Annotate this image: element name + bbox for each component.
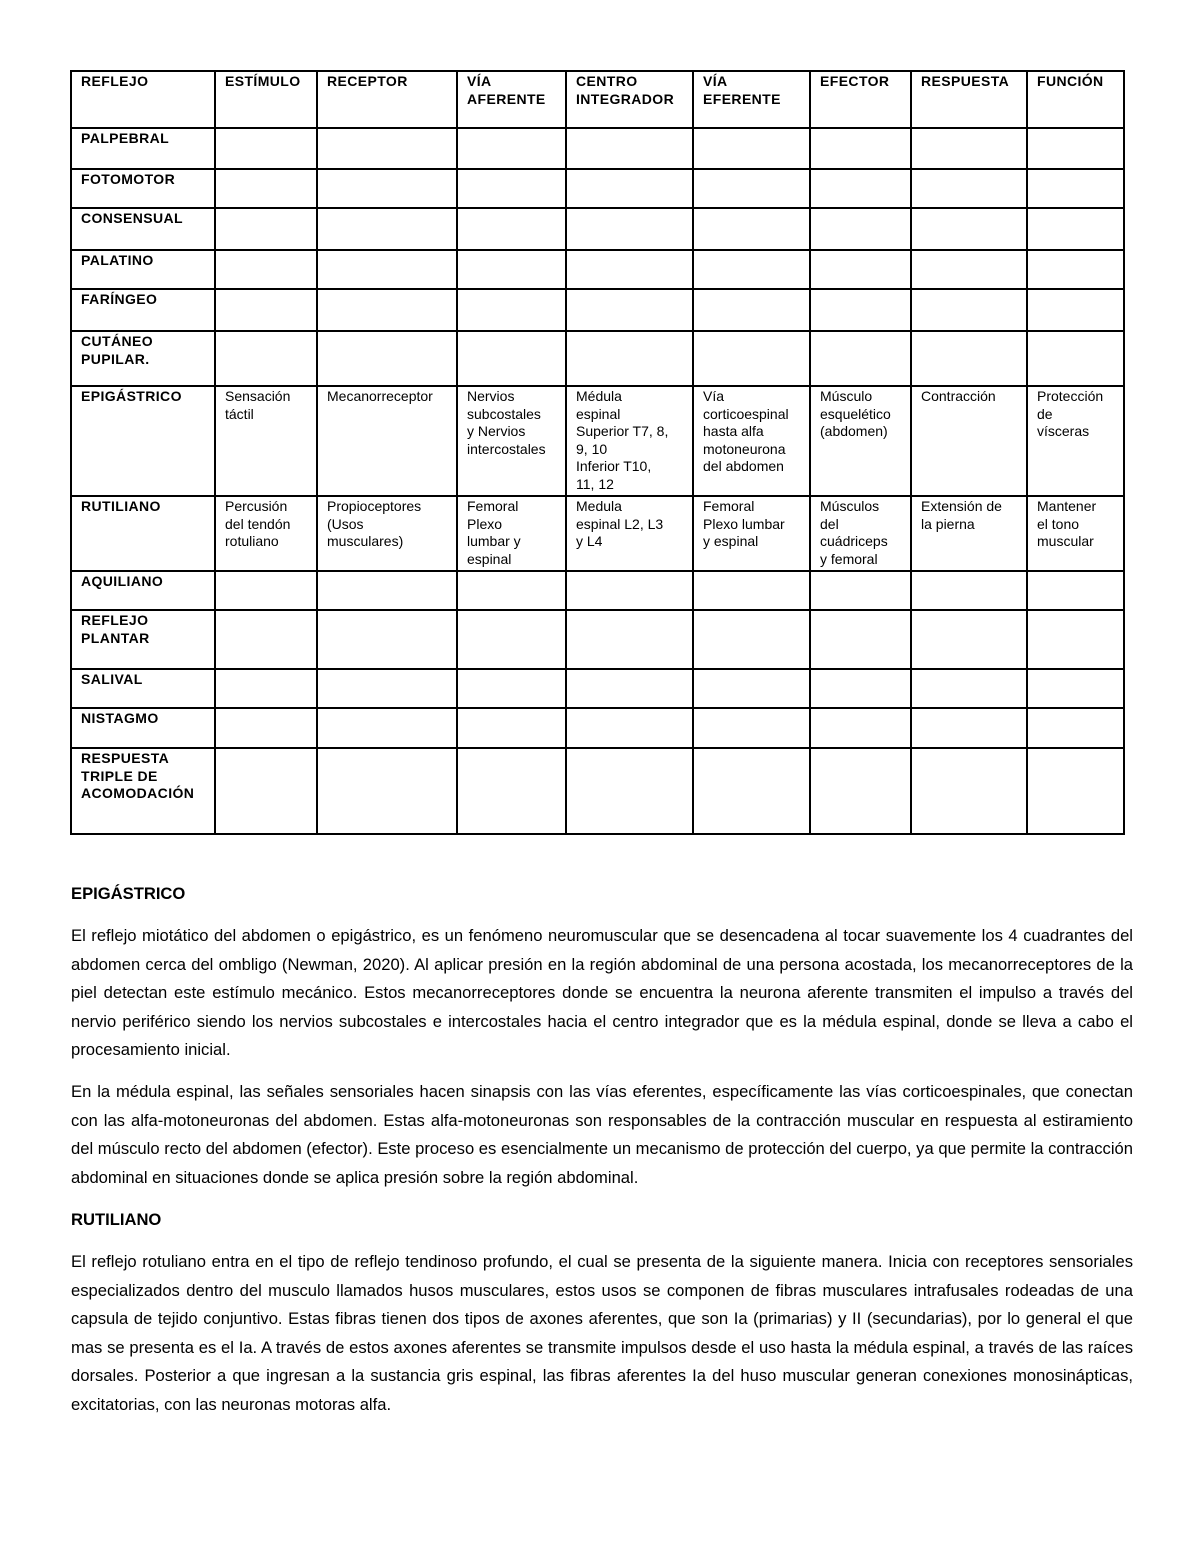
table-cell — [1027, 331, 1124, 386]
table-cell — [1027, 250, 1124, 289]
table-cell — [457, 331, 566, 386]
section-heading-rutiliano: RUTILIANO — [71, 1210, 162, 1230]
table-row — [71, 169, 1124, 208]
header-estimulo: ESTÍMULO — [215, 71, 317, 128]
row-reflex-name: SALIVAL — [71, 669, 215, 708]
header-respuesta: RESPUESTA — [911, 71, 1027, 128]
row-reflex-name: RUTILIANO — [71, 496, 215, 571]
table-cell: Músculos del cuádriceps y femoral — [810, 496, 911, 571]
table-cell — [1027, 208, 1124, 250]
table-row — [71, 331, 1124, 386]
table-cell — [810, 610, 911, 669]
table-cell — [810, 250, 911, 289]
paragraph: El reflejo miotático del abdomen o epigástrico, es un fenómeno neuromuscular que se desencadena al tocar suavemente los 4 cuadrantes del abdomen cerca del ombligo (Newman, 2020). Al aplicar presión en la región abdominal de una persona acostada, los mecanorreceptores de la piel detectan este estímulo mecánico. Estos mecanorreceptores donde se encuentra la neurona aferente transmiten el impulso a través del nervio periférico siendo los nervios subcostales e intercostales hacia el centro integrador que es la médula espinal, donde se lleva a cabo el procesamiento inicial. — [71, 926, 1133, 1060]
table-cell — [317, 669, 457, 708]
table-cell — [1027, 708, 1124, 748]
table-cell — [810, 708, 911, 748]
body-text — [71, 880, 1133, 1433]
table-cell: Mecanorreceptor — [317, 386, 457, 496]
table-cell — [215, 669, 317, 708]
table-cell — [693, 250, 810, 289]
table-cell: Mantener el tono muscular — [1027, 496, 1124, 571]
table-cell — [457, 289, 566, 331]
table-row — [71, 250, 1124, 289]
table-cell — [317, 610, 457, 669]
header-centro-integrador: CENTRO INTEGRADOR — [566, 71, 693, 128]
table-cell — [911, 331, 1027, 386]
table-cell — [810, 169, 911, 208]
table-cell: Sensación táctil — [215, 386, 317, 496]
table-cell — [457, 748, 566, 834]
table-cell — [317, 331, 457, 386]
table-cell: Protección de vísceras — [1027, 386, 1124, 496]
table-cell — [566, 208, 693, 250]
table-row — [71, 128, 1124, 169]
table-cell — [810, 289, 911, 331]
table-cell — [693, 610, 810, 669]
table-cell: Femoral Plexo lumbar y espinal — [693, 496, 810, 571]
table-row — [71, 708, 1124, 748]
table-cell — [215, 331, 317, 386]
table-cell — [911, 169, 1027, 208]
table-cell — [693, 331, 810, 386]
row-reflex-name: PALPEBRAL — [71, 128, 215, 169]
table-cell — [566, 708, 693, 748]
table-cell — [215, 208, 317, 250]
table-row — [71, 669, 1124, 708]
table-cell — [911, 289, 1027, 331]
table-cell — [566, 289, 693, 331]
paragraph: En la médula espinal, las señales sensoriales hacen sinapsis con las vías eferentes, específicamente las vías corticoespinales, que conectan con las alfa-motoneuronas del abdomen. Estas alfa-motoneuronas son responsables de la contracción muscular en respuesta al estiramiento del músculo recto del abdomen (efector). Este proceso es esencialmente un mecanismo de protección del cuerpo, ya que permite la contracción abdominal en situaciones donde se aplica presión sobre la región abdominal. — [71, 1082, 1133, 1187]
table-cell — [693, 708, 810, 748]
table-cell: Músculo esquelético (abdomen) — [810, 386, 911, 496]
table-cell — [457, 250, 566, 289]
table-body — [71, 128, 1124, 834]
table-cell — [215, 748, 317, 834]
table-cell — [566, 250, 693, 289]
table-cell — [566, 748, 693, 834]
table-cell — [215, 128, 317, 169]
table-cell — [693, 169, 810, 208]
section-heading-epigastrico: EPIGÁSTRICO — [71, 884, 186, 903]
table-row — [71, 289, 1124, 331]
table-cell — [317, 169, 457, 208]
table-cell — [693, 208, 810, 250]
table-cell — [1027, 128, 1124, 169]
table-row — [71, 496, 1124, 571]
table-row — [71, 571, 1124, 610]
table-cell — [566, 610, 693, 669]
table-cell — [693, 289, 810, 331]
table-cell — [317, 289, 457, 331]
table-row — [71, 208, 1124, 250]
table-cell — [810, 748, 911, 834]
table-cell: Médula espinal Superior T7, 8, 9, 10 Inferior T10, 11, 12 — [566, 386, 693, 496]
table-cell: Vía corticoespinal hasta alfa motoneurona del abdomen — [693, 386, 810, 496]
header-reflejo: REFLEJO — [71, 71, 215, 128]
table-cell — [457, 708, 566, 748]
table-cell — [1027, 748, 1124, 834]
table-cell — [810, 669, 911, 708]
table-cell — [1027, 169, 1124, 208]
table-cell — [215, 571, 317, 610]
table-cell — [457, 169, 566, 208]
table-cell — [317, 708, 457, 748]
table-cell — [810, 331, 911, 386]
table-cell — [566, 571, 693, 610]
reflex-table — [70, 70, 1125, 835]
table-cell: Nervios subcostales y Nervios intercostales — [457, 386, 566, 496]
table-cell: Percusión del tendón rotuliano — [215, 496, 317, 571]
row-reflex-name: AQUILIANO — [71, 571, 215, 610]
header-via-aferente: VÍA AFERENTE — [457, 71, 566, 128]
table-cell — [911, 610, 1027, 669]
row-reflex-name: CUTÁNEO PUPILAR. — [71, 331, 215, 386]
table-cell — [1027, 571, 1124, 610]
table-cell — [1027, 610, 1124, 669]
table-cell — [911, 571, 1027, 610]
table-cell — [911, 208, 1027, 250]
table-row — [71, 386, 1124, 496]
row-reflex-name: FARÍNGEO — [71, 289, 215, 331]
table-cell — [693, 669, 810, 708]
row-reflex-name: EPIGÁSTRICO — [71, 386, 215, 496]
table-cell — [810, 208, 911, 250]
table-cell: Femoral Plexo lumbar y espinal — [457, 496, 566, 571]
table-cell — [911, 250, 1027, 289]
table-cell — [911, 128, 1027, 169]
table-cell — [566, 128, 693, 169]
row-reflex-name: PALATINO — [71, 250, 215, 289]
header-receptor: RECEPTOR — [317, 71, 457, 128]
header-funcion: FUNCIÓN — [1027, 71, 1124, 128]
table-cell — [317, 571, 457, 610]
table-cell — [810, 571, 911, 610]
table-cell: Propioceptores (Usos musculares) — [317, 496, 457, 571]
row-reflex-name: CONSENSUAL — [71, 208, 215, 250]
table-cell — [457, 610, 566, 669]
header-via-eferente: VÍA EFERENTE — [693, 71, 810, 128]
row-reflex-name: RESPUESTA TRIPLE DE ACOMODACIÓN — [71, 748, 215, 834]
table-cell — [693, 748, 810, 834]
table-cell — [457, 208, 566, 250]
table-cell: Medula espinal L2, L3 y L4 — [566, 496, 693, 571]
table-cell — [457, 571, 566, 610]
table-row — [71, 748, 1124, 834]
table-cell — [317, 250, 457, 289]
row-reflex-name: FOTOMOTOR — [71, 169, 215, 208]
table-cell — [1027, 289, 1124, 331]
table-cell — [317, 208, 457, 250]
table-cell — [566, 169, 693, 208]
header-efector: EFECTOR — [810, 71, 911, 128]
table-cell — [317, 748, 457, 834]
paragraph: El reflejo rotuliano entra en el tipo de reflejo tendinoso profundo, el cual se presenta de la siguiente manera. Inicia con receptores sensoriales especializados dentro del musculo llamados husos musculares, estos usos se componen de fibras musculares intrafusales rodeadas de una capsula de tejido conjuntivo. Estas fibras tienen dos tipos de axones aferentes, que son Ia (primarias) y II (secundarias), por lo general el que mas se presenta es el Ia. A través de estos axones aferentes se transmite impulsos desde el uso hasta la médula espinal, a través de las raíces dorsales. Posterior a que ingresan a la sustancia gris espinal, las fibras aferentes Ia del huso muscular generan conexiones monosinápticas, excitatorias, con las neuronas motoras alfa. — [71, 1252, 1133, 1414]
table-cell — [693, 128, 810, 169]
table-cell — [215, 610, 317, 669]
table-cell — [911, 748, 1027, 834]
table-cell — [215, 169, 317, 208]
table-cell — [215, 708, 317, 748]
table-cell — [1027, 669, 1124, 708]
row-reflex-name: REFLEJO PLANTAR — [71, 610, 215, 669]
table-cell — [566, 669, 693, 708]
table-cell — [693, 571, 810, 610]
table-cell — [911, 669, 1027, 708]
table-cell — [317, 128, 457, 169]
table-cell — [215, 289, 317, 331]
row-reflex-name: NISTAGMO — [71, 708, 215, 748]
table-row — [71, 610, 1124, 669]
table-cell: Extensión de la pierna — [911, 496, 1027, 571]
table-cell: Contracción — [911, 386, 1027, 496]
table-cell — [215, 250, 317, 289]
table-cell — [566, 331, 693, 386]
table-cell — [911, 708, 1027, 748]
table-cell — [810, 128, 911, 169]
table-cell — [457, 128, 566, 169]
table-header-row — [71, 71, 1124, 128]
table-cell — [457, 669, 566, 708]
